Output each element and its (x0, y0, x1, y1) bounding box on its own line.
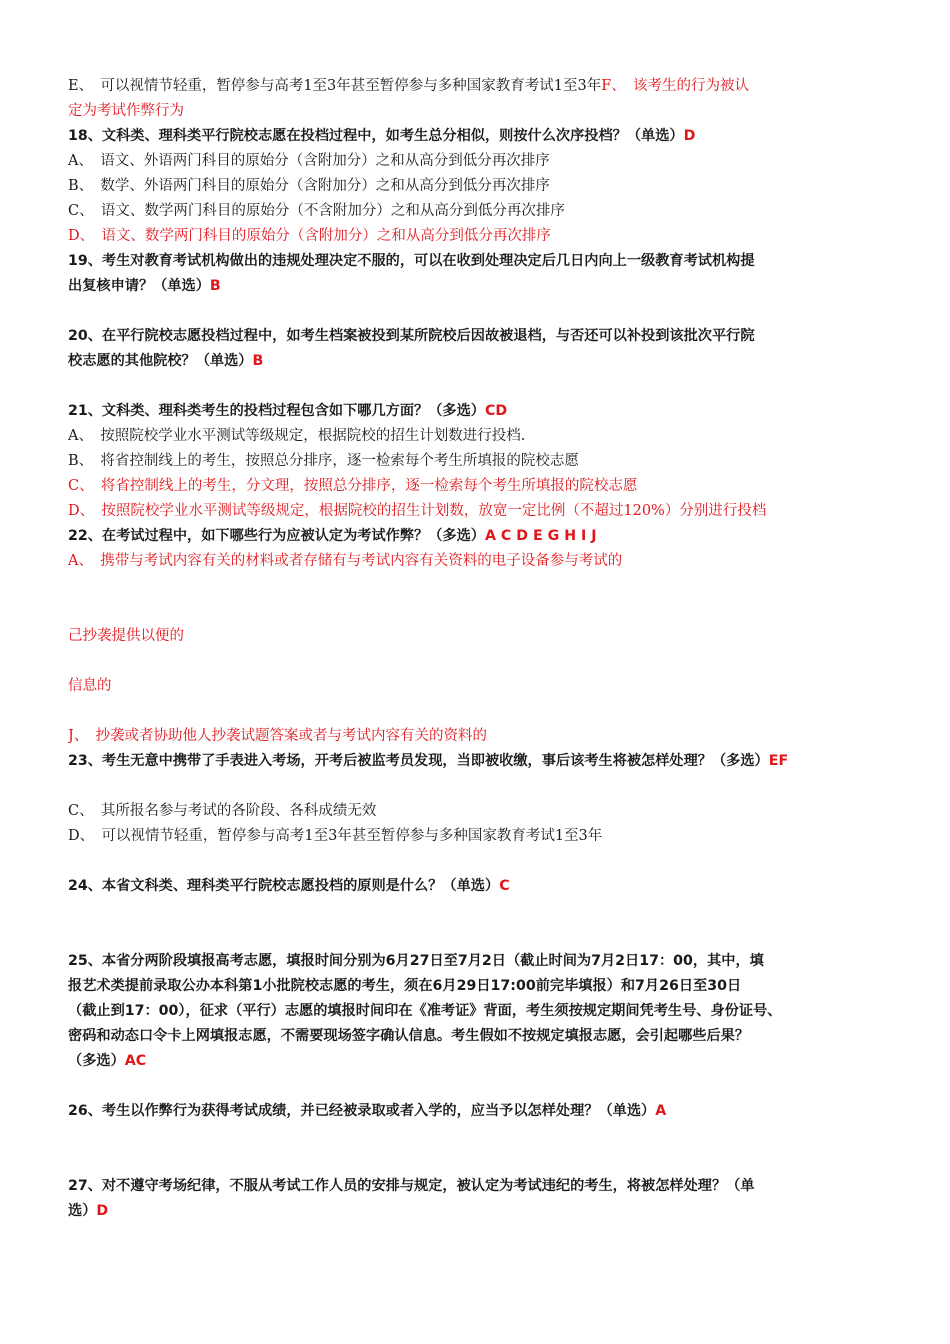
option-f-cont: 定为考试作弊行为 (68, 103, 184, 119)
q18-option-d: D、 语文、数学两门科目的原始分（含附加分）之和从高分到低分再次排序 (68, 228, 551, 244)
q21-option-d: D、 按照院校学业水平测试等级规定，根据院校的招生计划数，放宽一定比例（不超过120%）分别进行投档 (68, 503, 767, 519)
option-e: E、 可以视情节轻重，暂停参与高考1至3年甚至暂停参与多种国家教育考试1至3年 (68, 78, 602, 94)
q22-option-g-cont: 信息的 (68, 678, 112, 694)
question-text: 校志愿的其他院校？（单选） (68, 353, 253, 369)
q23-option-c: C、 其所报名参与考试的各阶段、各科成绩无效 (68, 803, 377, 819)
q21-option-a: A、 按照院校学业水平测试等级规定，根据院校的招生计划数进行投档. (68, 428, 526, 444)
question-21 (68, 399, 886, 424)
q21-option-c: C、 将省控制线上的考生，分文理，按照总分排序，逐一检索每个考生所填报的院校志愿 (68, 478, 638, 494)
q18-option-c: C、 语文、数学两门科目的原始分（不含附加分）之和从高分到低分再次排序 (68, 203, 565, 219)
q18-option-a: A、 语文、外语两门科目的原始分（含附加分）之和从高分到低分再次排序 (68, 153, 550, 169)
answer-key: B (209, 278, 221, 294)
answer-key: D (96, 1203, 109, 1219)
question-text: 出复核申请？（单选） (68, 278, 210, 294)
q22-option-a: A、 携带与考试内容有关的材料或者存储有与考试内容有关资料的电子设备参与考试的 (68, 553, 623, 569)
option-f: F、 该考生的行为被认 (601, 78, 750, 94)
question-20-cont (68, 349, 886, 374)
question-text: 21、文科类、理科类考生的投档过程包含如下哪几方面？（多选） (68, 403, 485, 419)
question-25-line4: 密码和动态口令卡上网填报志愿，不需要现场签字确认信息。考生假如不按规定填报志愿，会引起哪些后果？ (68, 1028, 750, 1044)
question-22 (68, 524, 886, 549)
question-19: 19、考生对教育考试机构做出的违规处理决定不服的，可以在收到处理决定后几日内向上一级教育考试机构提 (68, 253, 755, 269)
question-18 (68, 124, 886, 149)
question-text: 26、考生以作弊行为获得考试成绩，并已经被录取或者入学的，应当予以怎样处理？（单选） (68, 1103, 656, 1119)
question-26 (68, 1099, 886, 1124)
answer-key: D (683, 128, 696, 144)
question-24 (68, 874, 886, 899)
answer-key: EF (768, 753, 789, 769)
answer-key: CD (485, 403, 508, 419)
question-25-line3: （截止到17：00），征求（平行）志愿的填报时间印在《准考证》背面，考生须按规定期间凭考生号、身份证号、 (68, 1003, 782, 1019)
question-20: 20、在平行院校志愿投档过程中，如考生档案被投到某所院校后因故被退档，与否还可以补投到该批次平行院 (68, 328, 755, 344)
q22-option-e-cont: 己抄袭提供以便的 (68, 628, 184, 644)
question-25-line2: 报艺术类提前录取公办本科第1小批院校志愿的考生，须在6月29日17:00前完毕填报）和7月26日至30日 (68, 978, 742, 994)
question-text: 24、本省文科类、理科类平行院校志愿投档的原则是什么？（单选） (68, 878, 500, 894)
question-27-cont (68, 1199, 886, 1224)
line-e-option-prev (68, 74, 886, 99)
question-25-line5 (68, 1049, 886, 1074)
question-text: （多选） (68, 1053, 125, 1069)
answer-key: A C D E G H I J (485, 528, 597, 544)
q22-option-j: J、 抄袭或者协助他人抄袭试题答案或者与考试内容有关的资料的 (68, 728, 488, 744)
q23-option-d: D、 可以视情节轻重，暂停参与高考1至3年甚至暂停参与多种国家教育考试1至3年 (68, 828, 603, 844)
q18-option-b: B、 数学、外语两门科目的原始分（含附加分）之和从高分到低分再次排序 (68, 178, 550, 194)
question-text: 18、文科类、理科类平行院校志愿在投档过程中，如考生总分相似，则按什么次序投档？（单选） (68, 128, 684, 144)
answer-key: A (655, 1103, 667, 1119)
question-text: 22、在考试过程中，如下哪些行为应被认定为考试作弊？（多选） (68, 528, 485, 544)
question-25: 25、本省分两阶段填报高考志愿，填报时间分别为6月27日至7月2日（截止时间为7月2日17：00，其中，填 (68, 953, 764, 969)
question-19-cont (68, 274, 886, 299)
answer-key: C (499, 878, 510, 894)
q21-option-b: B、 将省控制线上的考生，按照总分排序，逐一检索每个考生所填报的院校志愿 (68, 453, 579, 469)
question-23 (68, 749, 886, 774)
question-text: 23、考生无意中携带了手表进入考场，开考后被监考员发现，当即被收缴，事后该考生将被怎样处理？（多选） (68, 753, 769, 769)
question-text: 选） (68, 1203, 97, 1219)
answer-key: B (252, 353, 264, 369)
answer-key: AC (124, 1053, 147, 1069)
question-27: 27、对不遵守考场纪律，不服从考试工作人员的安排与规定，被认定为考试违纪的考生，将被怎样处理？（单 (68, 1178, 755, 1194)
